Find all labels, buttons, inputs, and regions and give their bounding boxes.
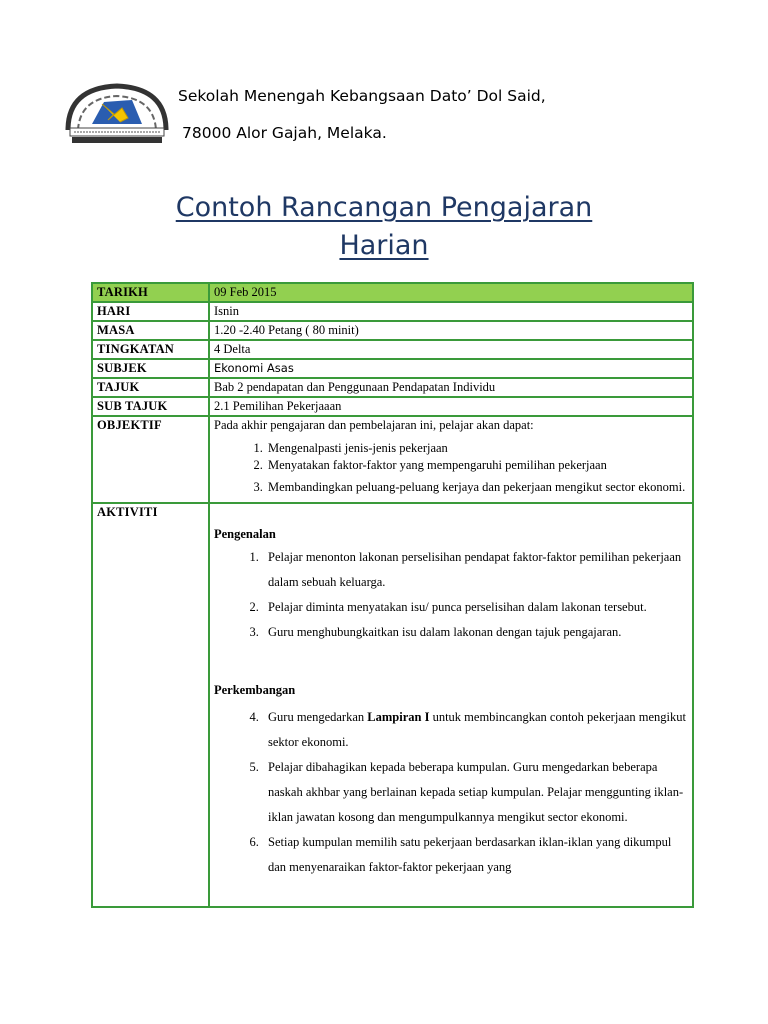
school-logo [62,80,172,146]
label-tarikh: TARIKH [92,283,209,302]
list-item: 5. Pelajar dibahagikan kepada beberapa kumpulan. Guru mengedarkan beberapa naskah akhbar yang berlainan kepada setiap kumpulan. Pelajar menggunting iklan-iklan jawatan kosong dan mengumpulkannya mengikut sector ekonomi. [262,755,688,830]
table-row-tingkatan [92,340,693,359]
value-objektif [209,416,693,503]
value-tajuk: Bab 2 pendapatan dan Penggunaan Pendapatan Individu [209,378,693,397]
list-item [262,705,688,755]
label-aktiviti: AKTIVITI [92,503,209,907]
value-aktiviti [209,503,693,907]
perkembangan-list [214,705,688,880]
table-row-hari [92,302,693,321]
table-row-tarikh [92,283,693,302]
table-row-subjek [92,359,693,378]
value-subjek: Ekonomi Asas [209,359,693,378]
label-hari: HARI [92,302,209,321]
label-sub-tajuk: SUB TAJUK [92,397,209,416]
page-header [0,0,768,160]
value-tarikh: 09 Feb 2015 [209,283,693,302]
value-hari: Isnin [209,302,693,321]
list-item: 2. Pelajar diminta menyatakan isu/ punca perselisihan dalam lakonan tersebut. [262,595,688,620]
section-heading-pengenalan: Pengenalan [214,527,276,541]
label-tajuk: TAJUK [92,378,209,397]
objektif-item-3-text: Membandingkan peluang-peluang kerjaya dan pekerjaan mengikut sector ekonomi. [268,480,686,494]
school-address: 78000 Alor Gajah, Melaka. [182,124,387,142]
table-row-masa [92,321,693,340]
table-row-objektif [92,416,693,503]
label-tingkatan: TINGKATAN [92,340,209,359]
list-item: 6. Setiap kumpulan memilih satu pekerjaan berdasarkan iklan-iklan yang dikumpul dan menyenaraikan faktor-faktor pekerjaan yang [262,830,688,880]
page-title-line2: Harian [339,230,429,261]
value-tingkatan: 4 Delta [209,340,693,359]
table-row-sub-tajuk [92,397,693,416]
objektif-list [214,440,688,500]
table-row-tajuk [92,378,693,397]
pengenalan-list [214,545,688,645]
list-item: 3. Guru menghubungkaitkan isu dalam lakonan dengan tajuk pengajaran. [262,620,688,645]
value-sub-tajuk: 2.1 Pemilihan Pekerjaaan [209,397,693,416]
lampiran-reference: Lampiran I [367,710,430,724]
label-subjek: SUBJEK [92,359,209,378]
lesson-plan-table [91,282,694,908]
value-masa: 1.20 -2.40 Petang ( 80 minit) [209,321,693,340]
objektif-intro: Pada akhir pengajaran dan pembelajaran ini, pelajar akan dapat: [214,418,534,432]
label-objektif: OBJEKTIF [92,416,209,503]
list-item: 1. Pelajar menonton lakonan perselisihan pendapat faktor-faktor pemilihan pekerjaan dalam sebuah keluarga. [262,545,688,595]
section-heading-perkembangan: Perkembangan [214,683,296,697]
list-item: 1. Mengenalpasti jenis-jenis pekerjaan [266,440,688,457]
school-name: Sekolah Menengah Kebangsaan Dato’ Dol Said, [178,87,546,105]
list-item: 2. Menyatakan faktor-faktor yang mempengaruhi pemilihan pekerjaan [266,457,688,474]
page-title-line1: Contoh Rancangan Pengajaran [175,192,593,223]
perkembangan-item-4-pre: Guru mengedarkan [268,710,368,724]
list-item [266,474,688,500]
table-row-aktiviti [92,503,693,907]
label-masa: MASA [92,321,209,340]
perkembangan-item-4-post: untuk membincangkan contoh pekerjaan mengikut sektor ekonomi. [268,710,686,749]
